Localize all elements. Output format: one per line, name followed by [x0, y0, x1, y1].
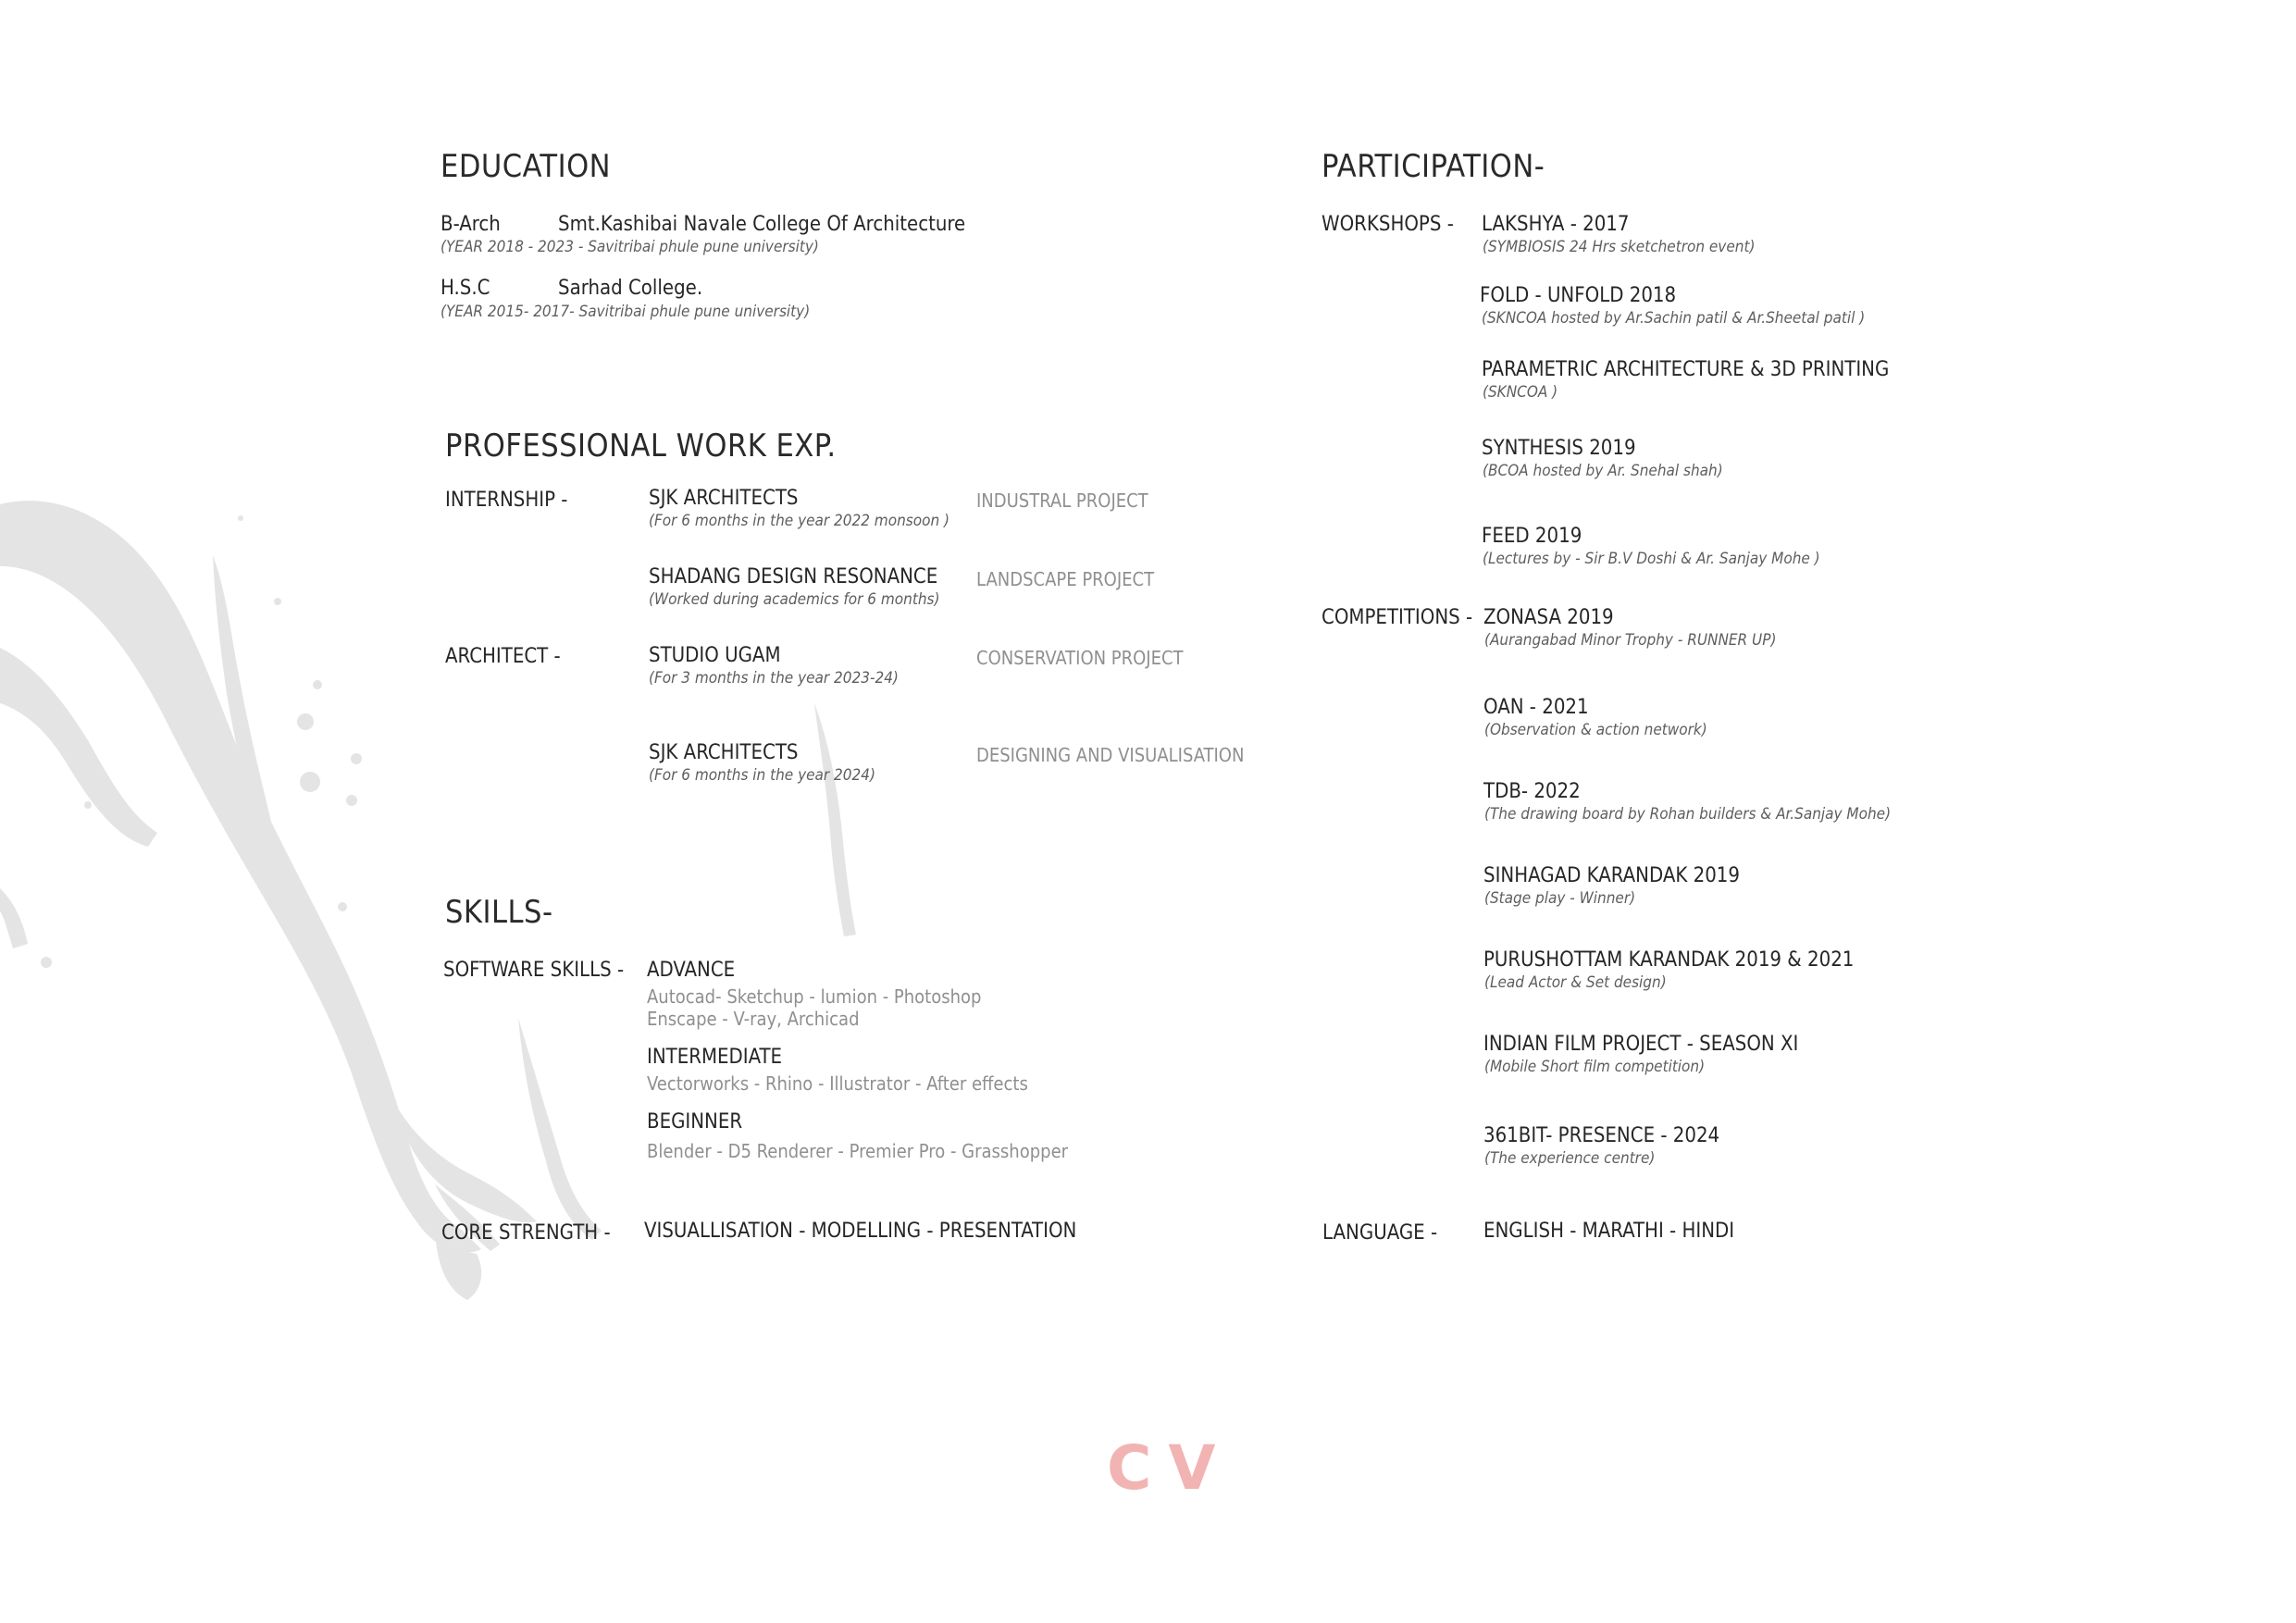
workshop-title-feed: FEED 2019 — [1482, 525, 1582, 548]
competition-detail-361bit: (The experience centre) — [1484, 1149, 1656, 1168]
work-detail-sjk-2: (For 6 months in the year 2024) — [649, 766, 875, 785]
language-value: ENGLISH - MARATHI - HINDI — [1483, 1220, 1735, 1243]
skill-beginner-title: BEGINNER — [647, 1110, 743, 1134]
workshop-detail-feed: (Lectures by - Sir B.V Doshi & Ar. Sanjay Mohe ) — [1483, 550, 1820, 568]
education-detail-barch: (YEAR 2018 - 2023 - Savitribai phule pune university) — [441, 238, 819, 256]
work-detail-shadang: (Worked during academics for 6 months) — [649, 590, 940, 609]
work-company-ugam: STUDIO UGAM — [649, 644, 781, 667]
workshop-detail-lakshya: (SYMBIOSIS 24 Hrs sketchetron event) — [1483, 238, 1756, 256]
competition-detail-tdb: (The drawing board by Rohan builders & Ar.Sanjay Mohe) — [1484, 805, 1892, 824]
workshop-title-parametric: PARAMETRIC ARCHITECTURE & 3D PRINTING — [1482, 358, 1890, 381]
skill-advance-list-1: Autocad- Sketchup - lumion - Photoshop — [647, 985, 982, 1008]
work-type-industrial: INDUSTRAL PROJECT — [976, 489, 1148, 512]
work-type-landscape: LANDSCAPE PROJECT — [976, 568, 1155, 590]
skill-intermediate-title: INTERMEDIATE — [647, 1046, 783, 1069]
competition-title-indian-film-project: INDIAN FILM PROJECT - SEASON XI — [1483, 1033, 1799, 1056]
competition-title-purushottam: PURUSHOTTAM KARANDAK 2019 & 2021 — [1483, 948, 1855, 972]
cv-footer-mark: CV — [1107, 1432, 1233, 1504]
competition-title-361bit: 361BIT- PRESENCE - 2024 — [1483, 1124, 1720, 1147]
workshop-detail-parametric: (SKNCOA ) — [1483, 383, 1558, 402]
competition-title-sinhagad: SINHAGAD KARANDAK 2019 — [1483, 864, 1740, 887]
skills-heading: SKILLS- — [445, 894, 553, 931]
competition-detail-indian-film-project: (Mobile Short film competition) — [1484, 1058, 1706, 1076]
education-heading: EDUCATION — [441, 148, 612, 185]
workshop-detail-fold-unfold: (SKNCOA hosted by Ar.Sachin patil & Ar.Sheetal patil ) — [1482, 309, 1866, 328]
education-institution-sarhad: Sarhad College. — [558, 277, 703, 300]
workshop-detail-synthesis: (BCOA hosted by Ar. Snehal shah) — [1483, 462, 1723, 480]
work-company-shadang: SHADANG DESIGN RESONANCE — [649, 565, 938, 588]
core-strength-label: CORE STRENGTH - — [441, 1221, 611, 1245]
competition-detail-purushottam: (Lead Actor & Set design) — [1484, 973, 1667, 992]
skill-beginner-list: Blender - D5 Renderer - Premier Pro - Grasshopper — [647, 1140, 1069, 1162]
competition-title-zonasa: ZONASA 2019 — [1483, 606, 1614, 629]
competition-title-tdb: TDB- 2022 — [1483, 780, 1581, 803]
skill-advance-title: ADVANCE — [647, 959, 736, 982]
core-strength-value: VISUALLISATION - MODELLING - PRESENTATION — [644, 1220, 1077, 1243]
work-company-sjk-2: SJK ARCHITECTS — [649, 741, 799, 764]
work-detail-sjk-1: (For 6 months in the year 2022 monsoon ) — [649, 512, 949, 530]
workshops-label: WORKSHOPS - — [1322, 213, 1454, 236]
work-company-sjk-1: SJK ARCHITECTS — [649, 487, 799, 510]
workshop-title-lakshya: LAKSHYA - 2017 — [1482, 213, 1630, 236]
internship-label: INTERNSHIP - — [445, 489, 568, 512]
education-detail-hsc: (YEAR 2015- 2017- Savitribai phule pune university) — [441, 303, 811, 321]
work-type-conservation: CONSERVATION PROJECT — [976, 647, 1184, 669]
workshop-title-synthesis: SYNTHESIS 2019 — [1482, 437, 1636, 460]
participation-heading: PARTICIPATION- — [1322, 148, 1545, 185]
competitions-label: COMPETITIONS - — [1322, 606, 1473, 629]
work-heading: PROFESSIONAL WORK EXP. — [445, 427, 837, 465]
architect-label: ARCHITECT - — [445, 645, 561, 668]
competition-detail-zonasa: (Aurangabad Minor Trophy - RUNNER UP) — [1484, 631, 1777, 650]
work-type-visualisation: DESIGNING AND VISUALISATION — [976, 744, 1245, 766]
education-degree-hsc: H.S.C — [441, 277, 490, 300]
competition-detail-oan: (Observation & action network) — [1484, 721, 1707, 739]
skill-intermediate-list: Vectorworks - Rhino - Illustrator - After effects — [647, 1072, 1028, 1095]
software-skills-label: SOFTWARE SKILLS - — [443, 959, 625, 982]
education-institution-skncoa: Smt.Kashibai Navale College Of Architecture — [558, 213, 966, 236]
competition-detail-sinhagad: (Stage play - Winner) — [1484, 889, 1636, 908]
workshop-title-fold-unfold: FOLD - UNFOLD 2018 — [1480, 284, 1677, 307]
competition-title-oan: OAN - 2021 — [1483, 696, 1589, 719]
language-label: LANGUAGE - — [1322, 1221, 1438, 1245]
skill-advance-list-2: Enscape - V-ray, Archicad — [647, 1008, 860, 1030]
education-degree-barch: B-Arch — [441, 213, 501, 236]
work-detail-ugam: (For 3 months in the year 2023-24) — [649, 669, 899, 688]
